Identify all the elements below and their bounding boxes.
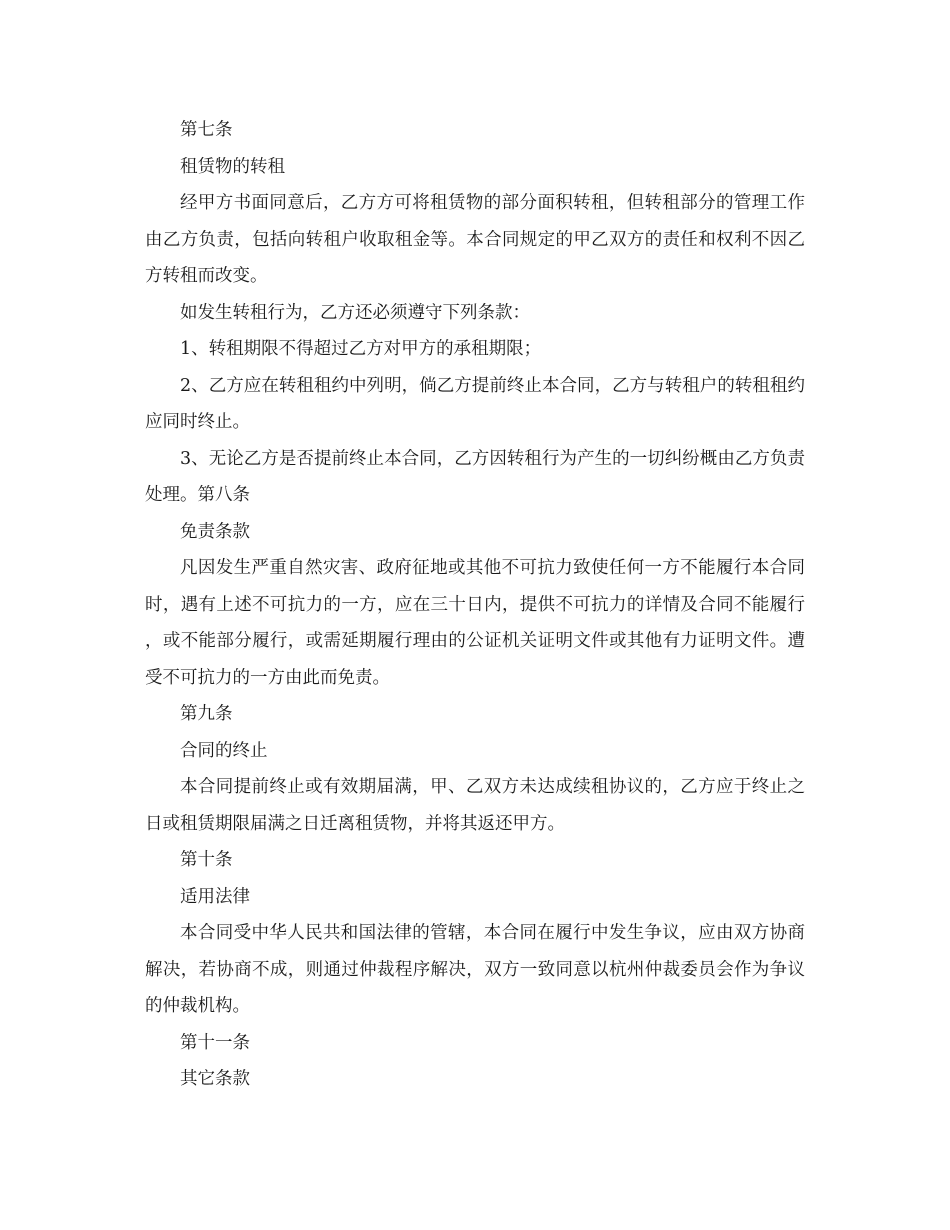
article-9-title: 合同的终止 bbox=[180, 740, 268, 761]
article-10-body: 本合同受中华人民共和国法律的管辖，本合同在履行中发生争议，应由双方协商解决，若协商不成，则通过仲裁程序解决，双方一致同意以杭州仲裁委员会作为争议的仲裁机构。 bbox=[145, 923, 805, 1016]
article-7-body: 经甲方书面同意后，乙方方可将租赁物的部分面积转租，但转租部分的管理工作由乙方负责，包括向转租户收取租金等。本合同规定的甲乙双方的责任和权利不因乙方转租而改变。 bbox=[145, 193, 805, 286]
sublease-term-3: 3、无论乙方是否提前终止本合同，乙方因转租行为产生的一切纠纷概由乙方负责处理。第八条 bbox=[145, 448, 805, 505]
sublease-term-1: 1、转租期限不得超过乙方对甲方的承租期限； bbox=[180, 339, 542, 359]
document-page bbox=[145, 112, 805, 1098]
article-7-title: 租赁物的转租 bbox=[180, 156, 285, 177]
article-10-heading: 第十条 bbox=[180, 850, 233, 870]
article-8-title: 免责条款 bbox=[180, 521, 250, 542]
article-9-heading: 第九条 bbox=[180, 704, 233, 724]
article-8-body: 凡因发生严重自然灾害、政府征地或其他不可抗力致使任何一方不能履行本合同时，遇有上述不可抗力的一方，应在三十日内，提供不可抗力的详情及合同不能履行，或不能部分履行，或需延期履行理由的公证机关证明文件或其他有力证明文件。遭受不可抗力的一方由此而免责。 bbox=[145, 558, 805, 688]
article-11-heading: 第十一条 bbox=[180, 1032, 250, 1053]
article-10-title: 适用法律 bbox=[180, 886, 250, 907]
sublease-term-2: 2、乙方应在转租租约中列明，倘乙方提前终止本合同，乙方与转租户的转租租约应同时终止。 bbox=[145, 375, 805, 432]
article-11-title: 其它条款 bbox=[180, 1069, 250, 1089]
article-9-body: 本合同提前终止或有效期届满，甲、乙双方未达成续租协议的，乙方应于终止之日或租赁期限届满之日迁离租赁物，并将其返还甲方。 bbox=[145, 777, 805, 834]
sublease-terms-intro: 如发生转租行为，乙方还必须遵守下列条款： bbox=[180, 302, 530, 323]
article-7-heading: 第七条 bbox=[180, 120, 233, 140]
